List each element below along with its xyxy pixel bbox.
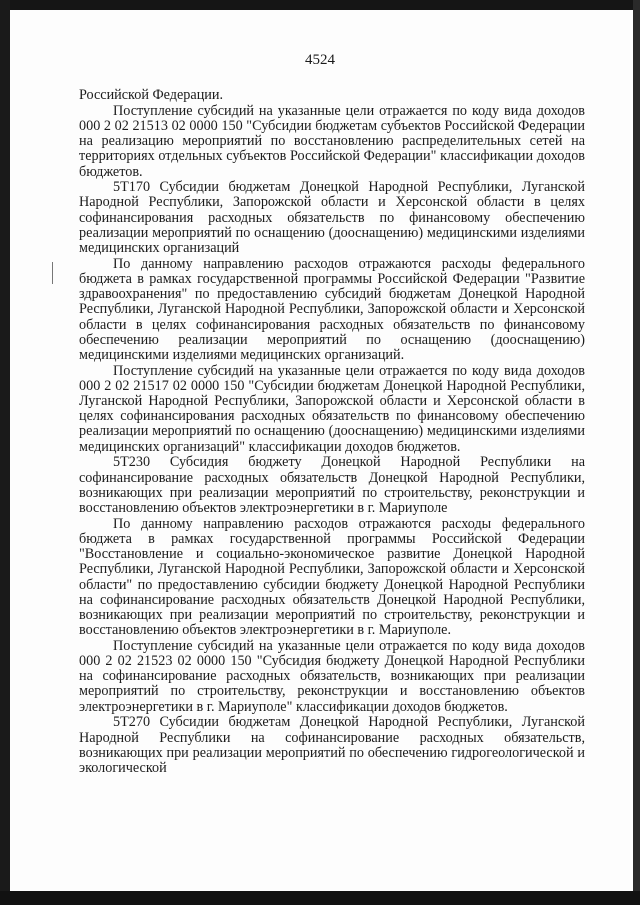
margin-mark [52,262,53,284]
scan-border-top [0,0,640,10]
paragraph-direction-5t230: По данному направлению расходов отражаются расходы федерального бюджета в рамках государственной программы Российской Федерации "Восстановление и социально-экономическое развитие Донецкой Народной Республики, Луганской Народной Республики, Запорожской области и Херсонской области" по предоставлению субсидии бюджету Донецкой Народной Республики на софинансирование расходных обязательств Донецкой Народной Республики, возникающих при реализации мероприятий по строительству, реконструкции и восстановлению объектов электроэнергетики в г. Мариуполе. [79,515,585,639]
paragraph-direction-5t170: По данному направлению расходов отражаются расходы федерального бюджета в рамках государственной программы Российской Федерации "Развитие здравоохранения" по предоставлению субсидий бюджетам Донецкой Народной Республики, Луганской Народной Республики, Запорожской области и Херсонской области в целях софинансирования расходных обязательств по финансовому обеспечению реализации мероприятий по оснащению (дооснащению) медицинскими изделиями медицинских организаций. [79,255,585,363]
paragraph-continuation: Российской Федерации. [79,87,224,103]
document-body [79,88,585,777]
paragraph-heading-5t170: 5Т170 Субсидии бюджетам Донецкой Народной Республики, Луганской Народной Республики, Запорожской области и Херсонской области в целях софинансирования расходных обязательств по финансовому обеспечению реализации мероприятий по оснащению (дооснащению) медицинскими изделиями медицинских организаций [79,179,585,257]
page-number: 4524 [305,52,335,68]
paragraph-receipts-21517: Поступление субсидий на указанные цели отражается по коду вида доходов 000 2 02 21517 02 0000 150 "Субсидии бюджетам Донецкой Народной Республики, Луганской Народной Республики, Запорожской области и Херсонской области в целях софинансирования расходных обязательств по финансовому обеспечению реализации мероприятий по оснащению (дооснащению) медицинскими изделиями медицинских организаций" классификации доходов бюджетов. [79,362,585,455]
scan-border-left [0,0,10,905]
paragraph-receipts-21523: Поступление субсидий на указанные цели отражается по коду вида доходов 000 2 02 21523 02 0000 150 "Субсидия бюджету Донецкой Народной Республики на софинансирование расходных обязательств, возникающих при реализации мероприятий по строительству, реконструкции и восстановлению объектов электроэнергетики в г. Мариуполе" классификации доходов бюджетов. [79,637,585,715]
scan-border-bottom [0,891,640,905]
scan-border-right [633,0,640,905]
paragraph-heading-5t270: 5Т270 Субсидии бюджетам Донецкой Народной Республики, Луганской Народной Республики на софинансирование расходных обязательств, возникающих при реализации мероприятий по обеспечению гидрогеологической и экологической [79,714,585,776]
paragraph-heading-5t230: 5Т230 Субсидия бюджету Донецкой Народной Республики на софинансирование расходных обязательств Донецкой Народной Республики, возникающих при реализации мероприятий по строительству, реконструкции и восстановлению объектов электроэнергетики в г. Мариуполе [79,454,585,516]
paragraph-receipts-21513: Поступление субсидий на указанные цели отражается по коду вида доходов 000 2 02 21513 02 0000 150 "Субсидии бюджетам субъектов Российской Федерации на реализацию мероприятий по восстановлению распределительных сетей на территориях отдельных субъектов Российской Федерации" классификации доходов бюджетов. [79,102,585,180]
